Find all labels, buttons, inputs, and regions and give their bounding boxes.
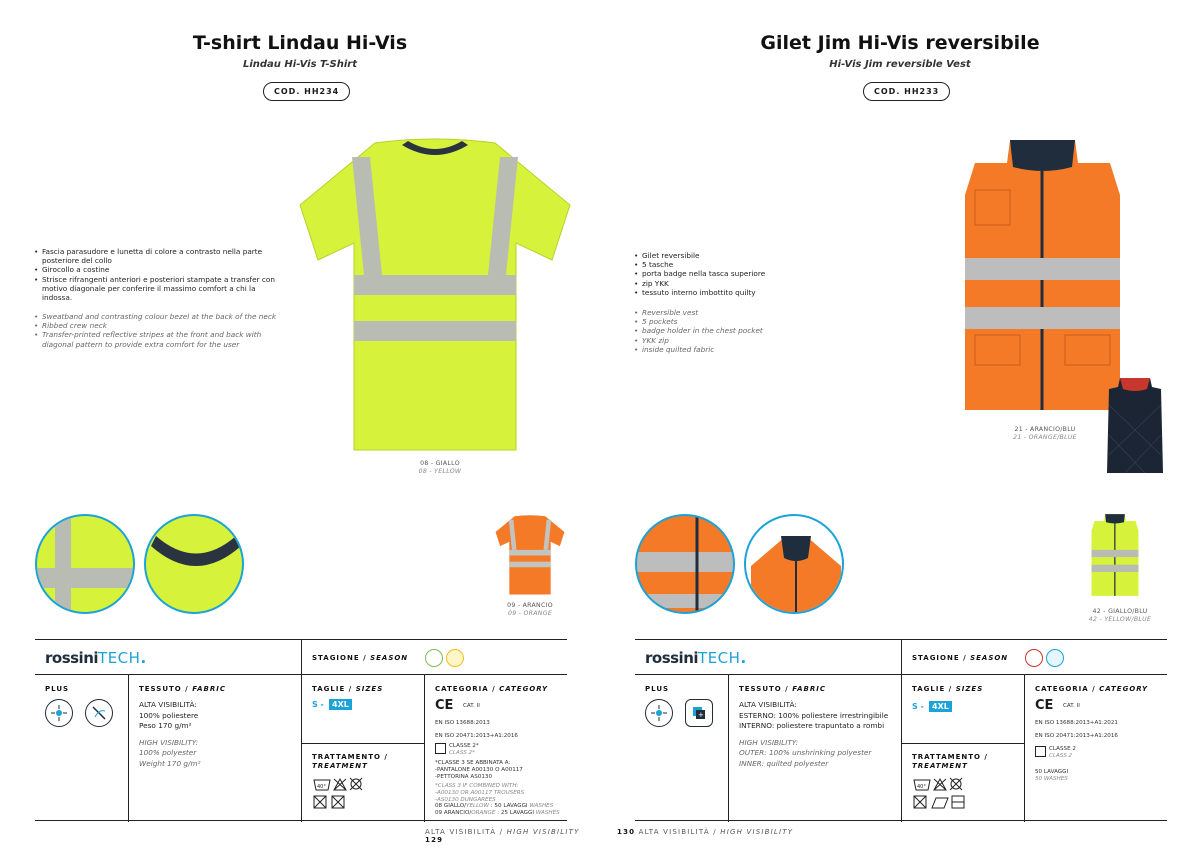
- feature-item: • Girocollo a costine: [34, 265, 284, 274]
- features-en: [634, 308, 874, 354]
- vest-navy-image: [1105, 375, 1165, 475]
- caption-en: 42 - YELLOW/BLUE: [1088, 615, 1152, 623]
- feature-item: • 5 tasche: [634, 260, 874, 269]
- class-value: CLASSE 2* CLASS 2*: [449, 743, 479, 756]
- caption-it: 09 - ARANCIO: [507, 602, 553, 609]
- svg-text:+: +: [698, 711, 704, 719]
- vest-orange-image: [960, 135, 1125, 415]
- feature-item: • YKK zip: [634, 336, 874, 345]
- care-icons: [912, 776, 972, 814]
- sun-icon: [446, 649, 464, 667]
- caption-en: 21 - ORANGE/BLUE: [1013, 433, 1077, 441]
- treatment-label: TRATTAMENTO / TREATMENT: [312, 753, 388, 770]
- feature-item: • Reversible vest: [634, 308, 874, 317]
- autumn-icon: [1025, 649, 1043, 667]
- features-it: [634, 251, 874, 297]
- category-value: CAT. II: [463, 703, 480, 709]
- features-en: [34, 312, 294, 349]
- collar-detail-image: [746, 516, 844, 614]
- category-label: CATEGORIA / CATEGORY: [435, 685, 549, 693]
- feature-item: • tessuto interno imbottito quilty: [634, 288, 874, 297]
- caption-it: 08 - GIALLO: [420, 460, 460, 467]
- reversible-icon: [685, 699, 713, 727]
- stripe-detail-image: [37, 516, 135, 614]
- snowflake-icon: [1046, 649, 1064, 667]
- size-to: 4XL: [929, 701, 952, 712]
- collar-detail-image: [146, 516, 244, 614]
- fabric-details: ALTA VISIBILITÀ: ESTERNO: 100% poliestere irrestringibile INTERNO: poliestere trapuntato a rombi HIGH VISIBILITY: OUTER: 100% unshrinking polyester INNER: quilted polyester: [739, 700, 889, 768]
- feature-item: • Transfer-printed reflective stripes at the front and back with diagonal pattern to provide extra comfort for the user: [34, 330, 294, 348]
- ce-mark: CE: [1035, 698, 1054, 713]
- feature-item: • Ribbed crew neck: [34, 321, 294, 330]
- main-caption: [1000, 426, 1090, 441]
- class-value: CLASSE 2 CLASS 2: [1049, 746, 1076, 759]
- size-from: S -: [312, 700, 324, 709]
- size-to: 4XL: [329, 699, 352, 710]
- page-footer: ALTA VISIBILITÀ / HIGH VISIBILITY 129: [425, 828, 580, 844]
- category-value: CAT. II: [1063, 703, 1080, 709]
- feature-item: • Fascia parasudore e lunetta di colore a contrasto nella parte posteriore del collo: [34, 247, 284, 265]
- page-footer: 130 ALTA VISIBILITÀ / HIGH VISIBILITY: [617, 828, 794, 836]
- hi-vis-class-icon: [1035, 746, 1046, 757]
- norm-1: EN ISO 13688:2013+A1:2021: [1035, 720, 1118, 726]
- ce-mark: CE: [435, 698, 454, 713]
- page-number: 129: [425, 836, 444, 844]
- detail-circle-stripes: [35, 514, 135, 614]
- page-number: 130: [617, 828, 636, 836]
- feature-item: • zip YKK: [634, 279, 874, 288]
- plus-label: PLUS: [645, 685, 670, 693]
- product-title: Gilet Jim Hi-Vis reversibile: [760, 32, 1040, 54]
- feature-item: • Strisce rifrangenti anteriori e posteriori stampate a transfer con motivo diagonale per conferire il massimo comfort a chi la indossa.: [34, 275, 284, 303]
- detail-circle-collar: [144, 514, 244, 614]
- product-title: T-shirt Lindau Hi-Vis: [192, 32, 408, 54]
- product-code: COD. HH234: [263, 82, 350, 101]
- svg-text:40°: 40°: [917, 784, 926, 790]
- feature-item: • Sweatband and contrasting colour bezel at the back of the neck: [34, 312, 294, 321]
- caption-en: 09 - ORANGE: [507, 609, 553, 617]
- category-label: CATEGORIA / CATEGORY: [1035, 685, 1149, 693]
- feature-item: • porta badge nella tasca superiore: [634, 269, 874, 278]
- variant-caption: [1075, 608, 1165, 623]
- hi-vis-class-icon: [435, 743, 446, 754]
- spec-table: [35, 639, 567, 821]
- product-subtitle: Lindau Hi-Vis T-Shirt: [242, 59, 358, 70]
- brand-logo: rossiniTECH.: [645, 649, 746, 667]
- breathable-icon: [85, 699, 113, 727]
- svg-text:40°: 40°: [317, 784, 326, 790]
- plus-label: PLUS: [45, 685, 70, 693]
- wash-info: 50 LAVAGGI 50 WASHES: [1035, 769, 1069, 782]
- care-icons: [312, 776, 372, 814]
- product-subtitle: Hi-Vis Jim reversible Vest: [829, 59, 971, 70]
- variant-caption: [495, 602, 565, 617]
- norm-2: EN ISO 20471:2013+A1:2016: [435, 733, 518, 739]
- season-label: STAGIONE / SEASON: [912, 654, 1009, 662]
- sizes-label: TAGLIE / SIZES: [312, 685, 384, 693]
- fabric-label: TESSUTO / FABRIC: [139, 685, 226, 693]
- caption-en: 08 - YELLOW: [418, 467, 462, 475]
- caption-it: 42 - GIALLO/BLU: [1092, 608, 1148, 615]
- feature-item: • inside quilted fabric: [634, 345, 874, 354]
- norm-1: EN ISO 13688:2013: [435, 720, 490, 726]
- season-label: STAGIONE / SEASON: [312, 654, 409, 662]
- detail-circle-stripes: [635, 514, 735, 614]
- sizes-label: TAGLIE / SIZES: [912, 685, 984, 693]
- features-it: [34, 247, 284, 302]
- size-from: S -: [912, 702, 924, 711]
- feature-item: • 5 pockets: [634, 317, 874, 326]
- tshirt-orange-image: [493, 514, 567, 596]
- detail-circle-collar: [744, 514, 844, 614]
- class-note: *CLASSE 3 SE ABBINATA A: -PANTALONE A00130 O A00117 -PETTORINA AS0130 *CLASS 3 IF COMBINED WITH: -A00130 OR A00117 TROUSERS -AS0130 DUNGAREES: [435, 760, 525, 803]
- spring-icon: [425, 649, 443, 667]
- spec-table: [635, 639, 1167, 821]
- norm-2: EN ISO 20471:2013+A1:2016: [1035, 733, 1118, 739]
- hi-vis-icon: [645, 699, 673, 727]
- vest-yellow-image: [1090, 512, 1140, 598]
- feature-item: • Gilet reversibile: [634, 251, 874, 260]
- fabric-label: TESSUTO / FABRIC: [739, 685, 826, 693]
- feature-item: • badge holder in the chest pocket: [634, 326, 874, 335]
- caption-it: 21 - ARANCIO/BLU: [1014, 426, 1076, 433]
- brand-logo: rossiniTECH.: [45, 649, 146, 667]
- fabric-details: ALTA VISIBILITÀ: 100% poliestere Peso 170 g/m² HIGH VISIBILITY: 100% polyester Weight 170 g/m²: [139, 700, 201, 768]
- hi-vis-icon: [45, 699, 73, 727]
- stripe-detail-image: [637, 516, 735, 614]
- main-caption: [405, 460, 475, 475]
- treatment-label: TRATTAMENTO / TREATMENT: [912, 753, 988, 770]
- right-page: [600, 0, 1200, 849]
- wash-info: 08 GIALLO/YELLOW : 50 LAVAGGI WASHES 09 ARANCIO/ORANGE : 25 LAVAGGI WASHES: [435, 803, 560, 816]
- tshirt-yellow-image: [290, 135, 580, 455]
- product-code: COD. HH233: [863, 82, 950, 101]
